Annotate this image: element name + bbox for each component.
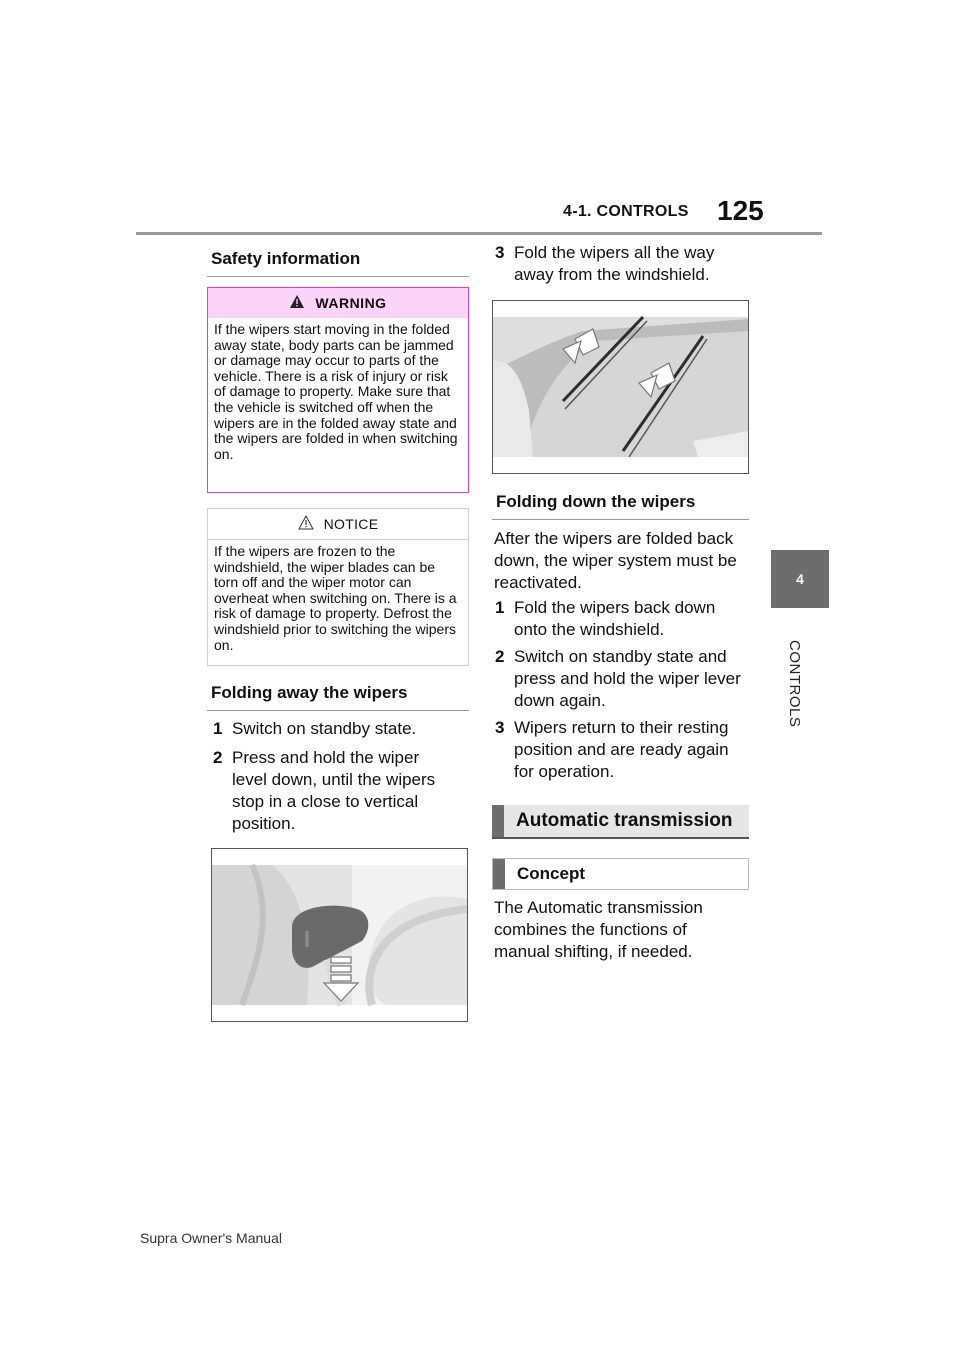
windshield-wipers-figure	[492, 300, 749, 474]
warning-triangle-icon	[289, 294, 305, 312]
chapter-tab: 4	[771, 550, 829, 608]
folding-down-heading: Folding down the wipers	[492, 492, 749, 520]
step-number: 1	[213, 719, 223, 738]
step-number: 3	[495, 718, 505, 737]
page-number: 125	[717, 195, 764, 226]
wiper-lever-figure	[211, 848, 468, 1022]
footer-text: Supra Owner's Manual	[140, 1230, 282, 1246]
concept-title: Concept	[517, 864, 585, 883]
right-step-1	[495, 597, 749, 641]
step-text: Switch on standby state and press and hold the wiper lever down again.	[514, 647, 741, 710]
folding-away-heading: Folding away the wipers	[207, 683, 469, 711]
header-rule	[136, 232, 822, 235]
notice-text: If the wipers are frozen to the windshield, the wiper blades can be torn off and the wiper motor can overheat when switching on. There is a risk of damage to property. Defrost the windshield prior to switching the wipers on.	[214, 543, 457, 653]
notice-triangle-icon	[298, 515, 314, 533]
step-number: 3	[495, 243, 505, 262]
step-number: 1	[495, 598, 505, 617]
heading-marker	[492, 805, 504, 837]
step-number: 2	[495, 647, 505, 666]
chapter-label: CONTROLS	[786, 640, 803, 728]
step-number: 2	[213, 748, 223, 767]
notice-title: NOTICE	[323, 516, 379, 532]
warning-text: If the wipers start moving in the folded away state, body parts can be jammed or damage may occur to parts of the vehicle. There is a risk of injury or risk of damage to property. Make sure that the vehicle is switched off when the wipers are in the folded away state and the wipers are folded in when switching on.	[214, 321, 458, 462]
step-text: Fold the wipers all the way away from the windshield.	[514, 243, 715, 284]
automatic-transmission-heading	[492, 805, 749, 839]
step-text: Press and hold the wiper level down, until the wipers stop in a close to vertical position.	[232, 748, 436, 833]
safety-heading: Safety information	[207, 249, 469, 277]
step-text: Switch on standby state.	[232, 719, 417, 738]
heading-marker	[493, 859, 505, 889]
concept-text: The Automatic transmission combines the functions of manual shifting, if needed.	[494, 898, 703, 961]
warning-title: WARNING	[315, 295, 387, 311]
folding-down-intro: After the wipers are folded back down, the wiper system must be reactivated.	[494, 529, 737, 592]
left-step-1	[213, 718, 463, 740]
right-step-3	[495, 242, 749, 286]
notice-box	[207, 508, 469, 666]
step-text: Fold the wipers back down onto the windshield.	[514, 598, 716, 639]
right-step-2	[495, 646, 749, 712]
left-step-2	[213, 747, 463, 835]
section-title: 4-1. CONTROLS	[563, 203, 689, 220]
notice-header	[208, 509, 468, 540]
right-step-3b	[495, 717, 749, 783]
warning-header	[208, 288, 468, 318]
concept-heading	[492, 858, 749, 890]
step-text: Wipers return to their resting position and are ready again for operation.	[514, 718, 729, 781]
automatic-transmission-title: Automatic transmission	[516, 810, 733, 831]
warning-box	[207, 287, 469, 493]
